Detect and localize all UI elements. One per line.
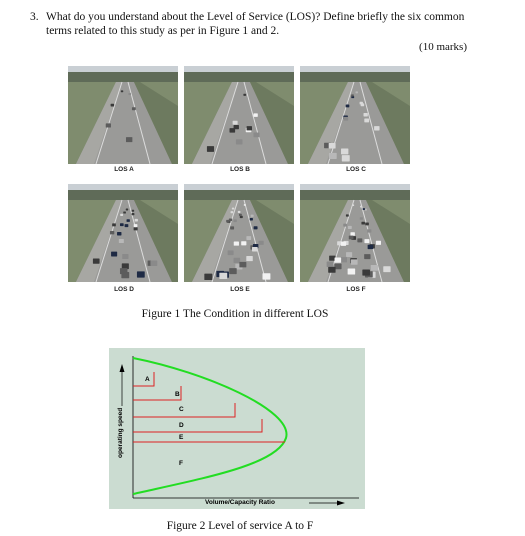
los-label-a: LOS A: [114, 166, 134, 173]
step-b: [133, 386, 181, 400]
los-label-b: LOS B: [230, 166, 250, 173]
los-chart: [109, 348, 365, 509]
los-label-e: LOS E: [230, 286, 250, 293]
los-photo-e: [184, 184, 294, 282]
step-d: [133, 419, 262, 432]
los-photo-c: [300, 66, 410, 164]
los-photo-grid: [68, 66, 413, 306]
marks-label: (10 marks): [419, 41, 467, 53]
question-number: 3.: [30, 11, 39, 23]
los-label-f: LOS F: [346, 286, 366, 293]
highway-scene: [184, 66, 294, 164]
los-label-d: LOS D: [114, 286, 134, 293]
x-axis-label: Volume/Capacity Ratio: [205, 499, 275, 506]
los-steps: [133, 372, 285, 442]
x-arrow-head: [337, 501, 345, 506]
step-c: [133, 403, 235, 417]
level-label-c: C: [179, 406, 184, 413]
level-label-a: A: [145, 376, 150, 383]
highway-scene: [300, 184, 410, 282]
los-curve: [133, 358, 286, 494]
los-label-c: LOS C: [346, 166, 366, 173]
highway-scene: [184, 184, 294, 282]
level-label-d: D: [179, 422, 184, 429]
level-label-e: E: [179, 434, 184, 441]
figure1-caption: Figure 1 The Condition in different LOS: [141, 308, 329, 320]
los-chart-svg: [109, 348, 365, 509]
highway-scene: [300, 66, 410, 164]
los-photo-d: [68, 184, 178, 282]
highway-scene: [68, 66, 178, 164]
question-block: [30, 10, 470, 38]
los-photo-b: [184, 66, 294, 164]
los-photo-f: [300, 184, 410, 282]
figure2-caption: Figure 2 Level of service A to F: [166, 520, 314, 532]
question-text: What do you understand about the Level of Service (LOS)? Define briefly the six common terms related to this study as per in Figure 1 and 2.: [46, 11, 465, 37]
los-photo-a: [68, 66, 178, 164]
highway-scene: [68, 184, 178, 282]
y-arrow-head: [120, 364, 125, 372]
step-a: [133, 372, 154, 386]
level-label-b: B: [175, 391, 180, 398]
y-axis-label: operating speed: [117, 407, 124, 458]
level-label-f: F: [179, 460, 183, 467]
